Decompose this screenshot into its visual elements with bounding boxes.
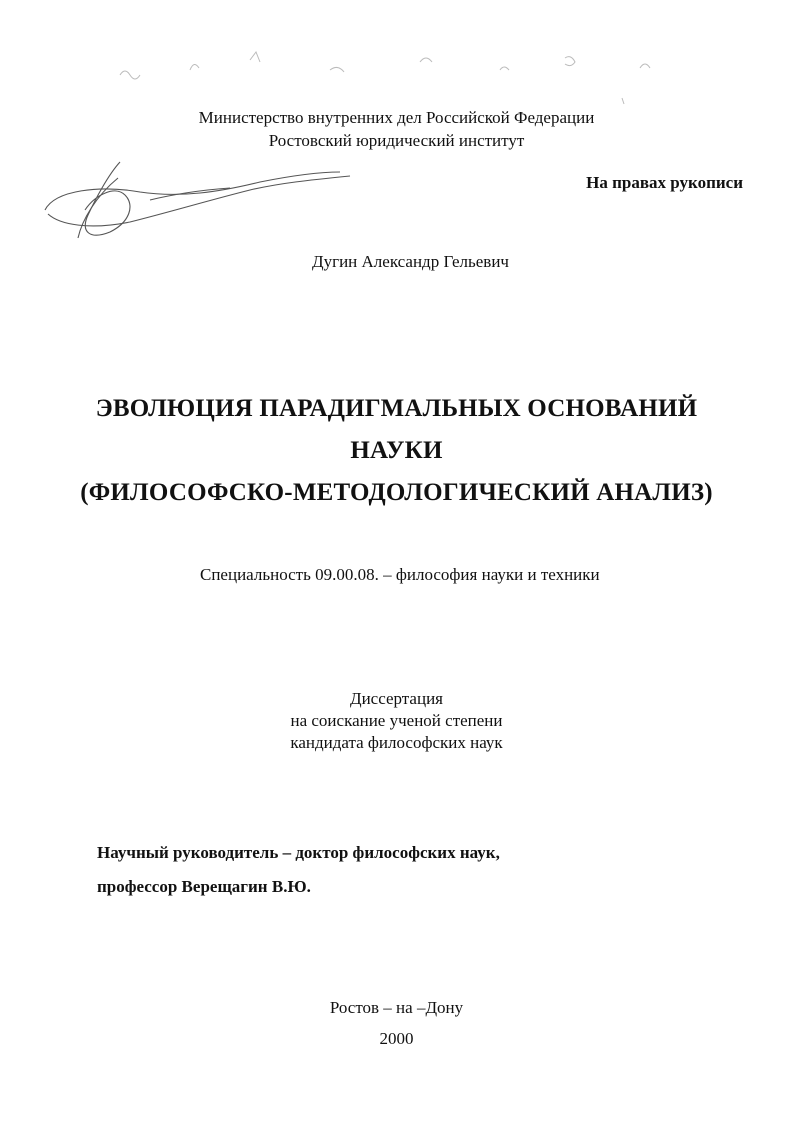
specialty-line: Специальность 09.00.08. – философия науки и техники	[200, 565, 600, 584]
footer-city: Ростов – на –Дону	[329, 998, 464, 1017]
title-line-2: НАУКИ	[350, 437, 443, 464]
scan-noise-marks	[120, 52, 650, 104]
institute-line: Ростовский юридический институт	[268, 131, 525, 150]
dissertation-line-3: кандидата философских наук	[290, 733, 503, 752]
footer-year: 2000	[379, 1029, 414, 1048]
signature-strokes	[45, 162, 350, 238]
author-name: Дугин Александр Гельевич	[312, 252, 509, 271]
dissertation-line-2: на соискание ученой степени	[290, 711, 503, 730]
ministry-line: Министерство внутренних дел Российской Федерации	[198, 108, 595, 127]
dissertation-line-1: Диссертация	[349, 689, 443, 708]
title-line-3: (ФИЛОСОФСКО-МЕТОДОЛОГИЧЕСКИЙ АНАЛИЗ)	[80, 479, 713, 506]
supervisor-line-2: профессор Верещагин В.Ю.	[97, 877, 311, 896]
title-line-1: ЭВОЛЮЦИЯ ПАРАДИГМАЛЬНЫХ ОСНОВАНИЙ	[95, 395, 698, 422]
supervisor-line-1: Научный руководитель – доктор философских наук,	[97, 843, 500, 862]
rights-note: На правах рукописи	[586, 173, 743, 192]
